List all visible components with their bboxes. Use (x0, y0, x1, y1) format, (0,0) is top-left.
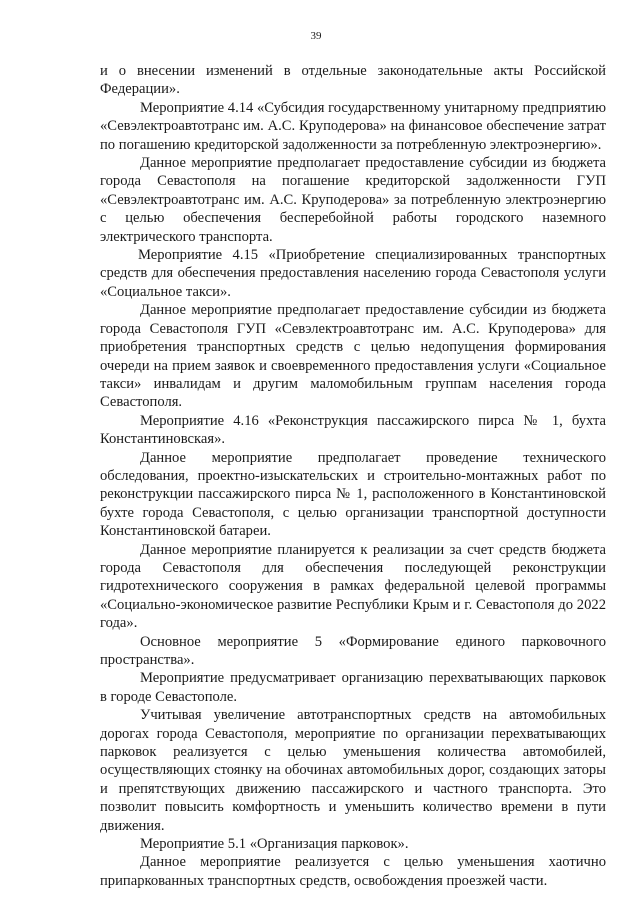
paragraph: Данное мероприятие планируется к реализации за счет средств бюджета города Севастополя для обеспечения последующей реконструкции гидротехнического сооружения в рамках федеральной целевой программы «Социально-экономическое развитие Республики Крым и г. Севастополя до 2022 года». (100, 541, 606, 632)
paragraph-measure-4-15: Мероприятие 4.15 «Приобретение специализированных транспортных средств для обеспечения предоставления населению города Севастополя услуги «Социальное такси». (100, 247, 606, 300)
paragraph: Данное мероприятие предполагает проведение технического обследования, проектно-изыскательских и строительно-монтажных работ по реконструкции пассажирского пирса № 1, расположенного в Константиновской бухте города Севастополя, с целью организации транспортной доступности Константиновской батареи. (100, 449, 606, 540)
page-number: 39 (310, 30, 322, 42)
paragraph: Данное мероприятие предполагает предоставление субсидии из бюджета города Севастополя на погашение кредиторской задолженности ГУП «Севэлектроавтотранс им. А.С. Круподерова» за потребленную электроэнергию с целью обеспечения бесперебойной работы городского наземного электрического транспорта. (100, 155, 606, 245)
paragraph: Данное мероприятие реализуется с целью уменьшения хаотично припаркованных транспортных средств, освобождения проезжей части. (100, 854, 606, 889)
paragraph-measure-5-1: Мероприятие 5.1 «Организация парковок». (140, 836, 409, 853)
paragraph-main-measure-5: Основное мероприятие 5 «Формирование единого парковочного пространства». (100, 633, 606, 668)
paragraph: Учитывая увеличение автотранспортных средств на автомобильных дорогах города Севастополя, мероприятие по организации перехватывающих парковок реализуется с целью уменьшения количества автомобилей, осуществляющих стоянку на обочинах автомобильных дорог, создающих заторы и препятствующих движению пассажирского и частного транспорта. Это позволит повысить комфортность и уменьшить количество времени в пути движения. (100, 707, 606, 834)
paragraph-measure-4-16: Мероприятие 4.16 «Реконструкция пассажирского пирса № 1, бухта Константиновская». (100, 412, 606, 448)
paragraph: и о внесении изменений в отдельные законодательные акты Российской Федерации». (100, 63, 606, 98)
paragraph: Данное мероприятие предполагает предоставление субсидии из бюджета города Севастополя ГУП «Севэлектроавтотранс им. А.С. Круподерова» для приобретения транспортных средств с целью недопущения формирования очереди на прием заявок и своевременного предоставления услуги «Социальное такси» инвалидам и другим маломобильным группам населения города Севастополя. (100, 302, 606, 411)
document-body (100, 62, 606, 890)
paragraph: Мероприятие предусматривает организацию перехватывающих парковок в городе Севастополе. (100, 670, 606, 705)
paragraph-measure-4-14: Мероприятие 4.14 «Субсидия государственному унитарному предприятию «Севэлектроавтотранс им. А.С. Круподерова» на финансовое обеспечение затрат по погашению кредиторской задолженности за потребленную электроэнергию». (100, 99, 606, 153)
